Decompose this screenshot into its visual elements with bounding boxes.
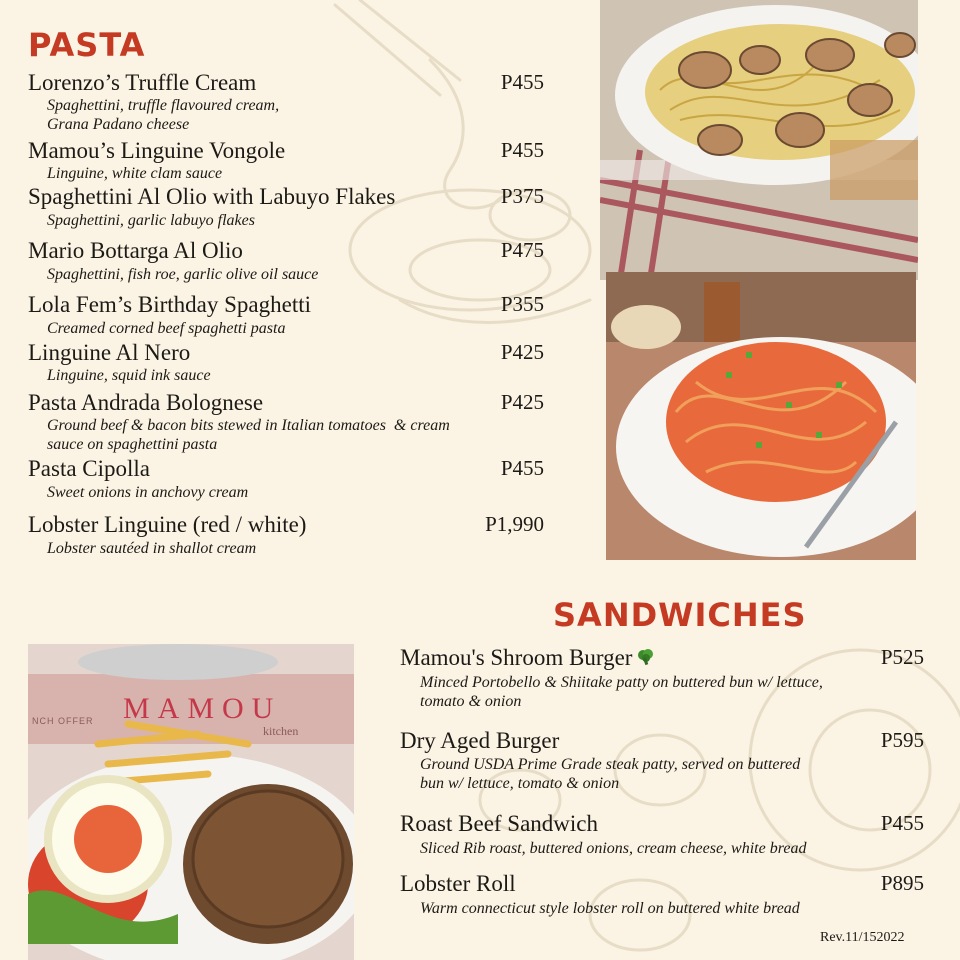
vongole-photo [600, 0, 918, 280]
item-name-text: Mamou's Shroom Burger [400, 645, 633, 670]
item-name [400, 645, 655, 671]
item-description: Spaghettini, garlic labuyo flakes [47, 212, 255, 229]
pasta-heading: PASTA [28, 26, 146, 64]
item-description: Sweet onions in anchovy cream [47, 484, 249, 501]
pasta-item [28, 456, 544, 506]
sandwich-item [400, 645, 924, 715]
item-description: Linguine, squid ink sauce [47, 367, 211, 384]
item-price: P455 [880, 811, 924, 835]
item-price: P895 [880, 871, 924, 895]
item-price: P455 [500, 456, 544, 480]
item-price: P355 [500, 292, 544, 316]
item-name-text: Dry Aged Burger [400, 728, 560, 753]
pasta-item [28, 238, 544, 288]
lobster-linguine-photo-image [606, 272, 916, 560]
item-description: Ground beef & bacon bits stewed in Italian tomatoes & cream sauce on spaghettini pasta [47, 417, 450, 453]
item-name: Mamou’s Linguine Vongole [28, 138, 286, 163]
item-description: Creamed corned beef spaghetti pasta [47, 320, 286, 337]
broccoli-icon [635, 647, 655, 667]
pasta-item [28, 340, 544, 390]
pasta-item [28, 292, 544, 342]
item-name: Lola Fem’s Birthday Spaghetti [28, 292, 311, 317]
item-name [400, 871, 516, 897]
item-description: Ground USDA Prime Grade steak patty, served on buttered bun w/ lettuce, tomato & onion [420, 756, 801, 792]
item-price: P455 [500, 138, 544, 162]
item-description: Lobster sautéed in shallot cream [47, 540, 257, 557]
item-price: P595 [880, 728, 924, 752]
item-name: Lorenzo’s Truffle Cream [28, 70, 257, 95]
item-description: Spaghettini, truffle flavoured cream, Grana Padano cheese [47, 97, 280, 133]
item-description: Minced Portobello & Shiitake patty on buttered bun w/ lettuce, tomato & onion [420, 674, 823, 710]
item-name-text: Roast Beef Sandwich [400, 811, 599, 836]
shroom-burger-photo [28, 644, 354, 960]
item-name [400, 811, 598, 837]
pasta-item [28, 512, 544, 562]
lobster-linguine-photo [606, 272, 916, 560]
item-description: Sliced Rib roast, buttered onions, cream cheese, white bread [420, 840, 807, 857]
item-name: Mario Bottarga Al Olio [28, 238, 243, 263]
photo-banner-left: NCH OFFER [32, 716, 94, 726]
item-price: P525 [880, 645, 924, 669]
item-name [400, 728, 559, 754]
item-price: P425 [500, 340, 544, 364]
item-name: Linguine Al Nero [28, 340, 191, 365]
photo-banner-text: MAMOU [123, 692, 282, 725]
item-price: P1,990 [485, 512, 544, 536]
item-name-text: Lobster Roll [400, 871, 516, 896]
item-price: P455 [500, 70, 544, 94]
sandwiches-heading: SANDWICHES [553, 596, 807, 634]
item-price: P425 [500, 390, 544, 414]
sandwich-item [400, 728, 924, 798]
revision-label: Rev.11/152022 [820, 930, 905, 945]
item-price: P375 [500, 184, 544, 208]
item-price: P475 [500, 238, 544, 262]
item-name: Spaghettini Al Olio with Labuyo Flakes [28, 184, 396, 209]
pasta-item [28, 138, 544, 188]
pasta-item [28, 390, 544, 453]
pasta-item [28, 70, 544, 133]
vongole-photo-image [600, 0, 918, 280]
item-name: Lobster Linguine (red / white) [28, 512, 307, 537]
pasta-item [28, 184, 544, 234]
item-description: Spaghettini, fish roe, garlic olive oil sauce [47, 266, 319, 283]
item-name: Pasta Cipolla [28, 456, 151, 481]
item-description: Linguine, white clam sauce [47, 165, 223, 182]
item-description: Warm connecticut style lobster roll on buttered white bread [420, 900, 800, 917]
photo-banner-small: kitchen [263, 724, 299, 738]
item-name: Pasta Andrada Bolognese [28, 390, 264, 415]
